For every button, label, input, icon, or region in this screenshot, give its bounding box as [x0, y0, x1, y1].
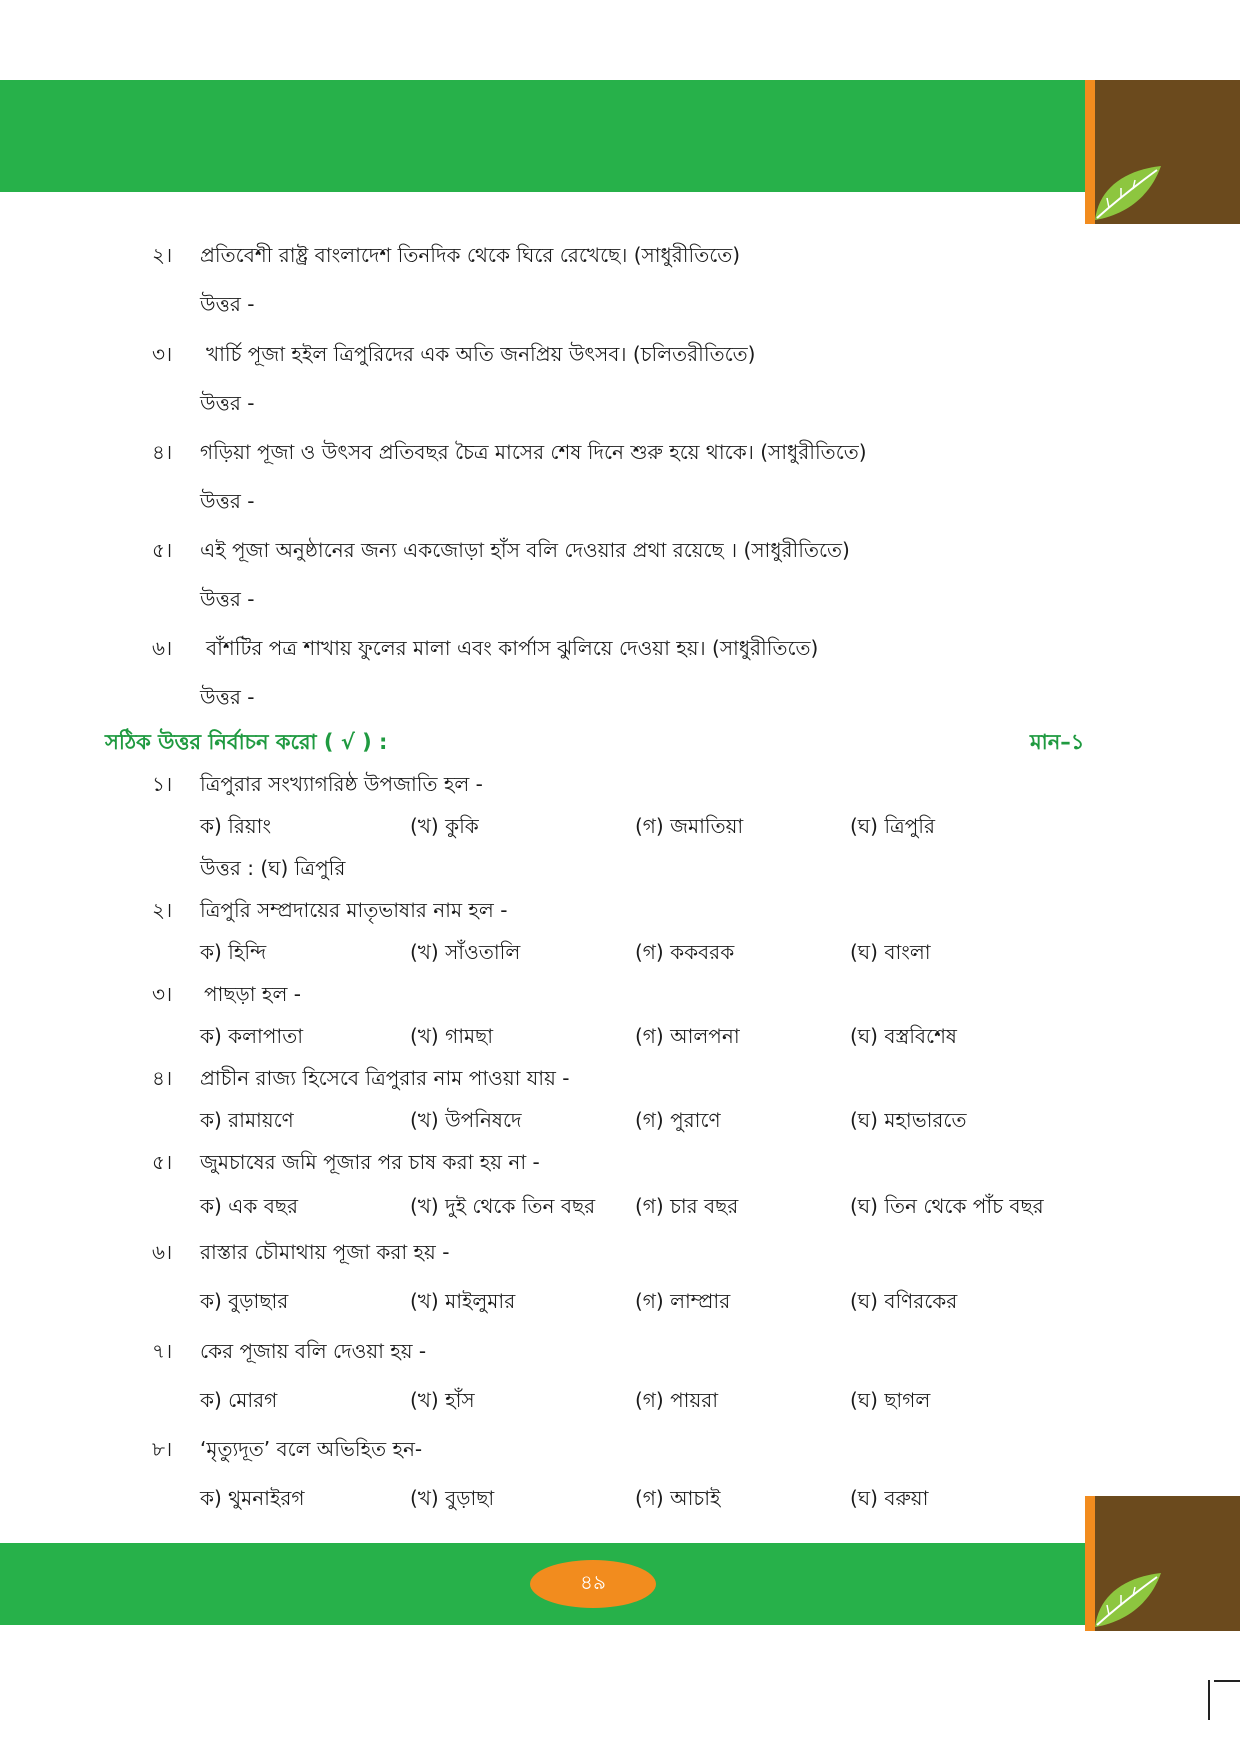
question-text: প্রতিবেশী রাষ্ট্র বাংলাদেশ তিনদিক থেকে ঘিরে রেখেছে। (সাধুরীতিতে) — [200, 243, 741, 267]
mcq-number: ৫। — [152, 1150, 173, 1174]
footer-corner-decoration — [1085, 1496, 1240, 1631]
mcq-option: (গ) পায়রা — [635, 1388, 719, 1412]
mcq-answer: উত্তর : (ঘ) ত্রিপুরি — [200, 856, 346, 880]
mcq-option: (ঘ) ছাগল — [850, 1388, 931, 1412]
mcq-option: (গ) ককবরক — [635, 940, 735, 964]
mcq-text: কের পূজায় বলি দেওয়া হয় - — [200, 1339, 427, 1363]
mcq-option: (খ) গামছা — [410, 1024, 494, 1048]
mcq-option: (খ) সাঁওতালি — [410, 940, 521, 964]
mcq-option: ক) হিন্দি — [200, 940, 267, 964]
mcq-option: ক) এক বছর — [200, 1194, 298, 1218]
section-heading: সঠিক উত্তর নির্বাচন করো ( √ ) : — [105, 730, 388, 754]
mcq-option: (ঘ) বস্ত্রবিশেষ — [850, 1024, 957, 1048]
crop-mark — [1214, 1680, 1240, 1682]
mcq-number: ৮। — [152, 1437, 173, 1461]
header-corner-decoration — [1085, 80, 1240, 224]
mcq-option: (গ) লাম্প্রার — [635, 1289, 731, 1313]
mcq-number: ১। — [152, 772, 173, 796]
question-text: বাঁশটির পত্র শাখায় ফুলের মালা এবং কার্পাস ঝুলিয়ে দেওয়া হয়। (সাধুরীতিতে) — [206, 636, 819, 660]
question-text: খার্চি পূজা হইল ত্রিপুরিদের এক অতি জনপ্রিয় উৎসব। (চলিতরীতিতে) — [206, 342, 756, 366]
mcq-option: (গ) জমাতিয়া — [635, 814, 744, 838]
mcq-text: পাছড়া হল - — [204, 982, 301, 1006]
mcq-number: ২। — [152, 898, 173, 922]
mcq-option: (খ) বুড়াছা — [410, 1486, 495, 1510]
mcq-number: ৪। — [152, 1066, 173, 1090]
mcq-text: রাস্তার চৌমাথায় পূজা করা হয় - — [200, 1240, 450, 1264]
page-number-badge — [530, 1560, 656, 1608]
mcq-option: (খ) মাইলুমার — [410, 1289, 516, 1313]
answer-label: উত্তর - — [200, 685, 255, 709]
mcq-option: ক) রিয়াং — [200, 814, 272, 838]
mcq-option: ক) কলাপাতা — [200, 1024, 304, 1048]
question-number: ৬। — [152, 636, 173, 660]
header-green-band — [0, 80, 1094, 192]
mcq-option: ক) রামায়ণে — [200, 1108, 294, 1132]
question-number: ৫। — [152, 538, 173, 562]
mcq-text: জুমচাষের জমি পূজার পর চাষ করা হয় না - — [200, 1150, 540, 1174]
leaf-icon — [1085, 1565, 1165, 1631]
mcq-option: (খ) দুই থেকে তিন বছর — [410, 1194, 596, 1218]
answer-label: উত্তর - — [200, 391, 255, 415]
mcq-option: (ঘ) বণিরকের — [850, 1289, 958, 1313]
marks-label: মান–১ — [1030, 730, 1085, 754]
mcq-option: (ঘ) বাংলা — [850, 940, 931, 964]
mcq-option: (খ) হাঁস — [410, 1388, 475, 1412]
mcq-number: ৩। — [152, 982, 173, 1006]
mcq-option: (গ) আচাই — [635, 1486, 721, 1510]
mcq-option: (গ) চার বছর — [635, 1194, 739, 1218]
mcq-option: (ঘ) তিন থেকে পাঁচ বছর — [850, 1194, 1044, 1218]
mcq-option: (ঘ) মহাভারতে — [850, 1108, 967, 1132]
answer-label: উত্তর - — [200, 292, 255, 316]
mcq-number: ৭। — [152, 1339, 173, 1363]
page-number: ৪৯ — [580, 1569, 606, 1594]
mcq-text: ত্রিপুরি সম্প্রদায়ের মাতৃভাষার নাম হল - — [200, 898, 508, 922]
mcq-option: (খ) উপনিষদে — [410, 1108, 522, 1132]
question-number: ৪। — [152, 440, 173, 464]
answer-label: উত্তর - — [200, 587, 255, 611]
question-text: গড়িয়া পূজা ও উৎসব প্রতিবছর চৈত্র মাসের শেষ দিনে শুরু হয়ে থাকে। (সাধুরীতিতে) — [200, 440, 867, 464]
question-number: ৩। — [152, 342, 173, 366]
mcq-text: প্রাচীন রাজ্য হিসেবে ত্রিপুরার নাম পাওয়া যায় - — [200, 1066, 570, 1090]
leaf-icon — [1085, 158, 1165, 224]
mcq-text: ত্রিপুরার সংখ্যাগরিষ্ঠ উপজাতি হল - — [200, 772, 483, 796]
question-number: ২। — [152, 243, 173, 267]
mcq-text: ‘মৃত্যুদূত’ বলে অভিহিত হন- — [200, 1437, 423, 1461]
mcq-number: ৬। — [152, 1240, 173, 1264]
crop-mark — [1208, 1680, 1210, 1720]
mcq-option: (গ) পুরাণে — [635, 1108, 721, 1132]
mcq-option: (ঘ) ত্রিপুরি — [850, 814, 936, 838]
answer-label: উত্তর - — [200, 489, 255, 513]
mcq-option: (ঘ) বরুয়া — [850, 1486, 929, 1510]
mcq-option: ক) বুড়াছার — [200, 1289, 289, 1313]
mcq-option: ক) মোরগ — [200, 1388, 278, 1412]
mcq-option: (গ) আলপনা — [635, 1024, 740, 1048]
mcq-option: ক) থুমনাইরগ — [200, 1486, 305, 1510]
question-text: এই পূজা অনুষ্ঠানের জন্য একজোড়া হাঁস বলি দেওয়ার প্রথা রয়েছে । (সাধুরীতিতে) — [200, 538, 850, 562]
mcq-option: (খ) কুকি — [410, 814, 479, 838]
